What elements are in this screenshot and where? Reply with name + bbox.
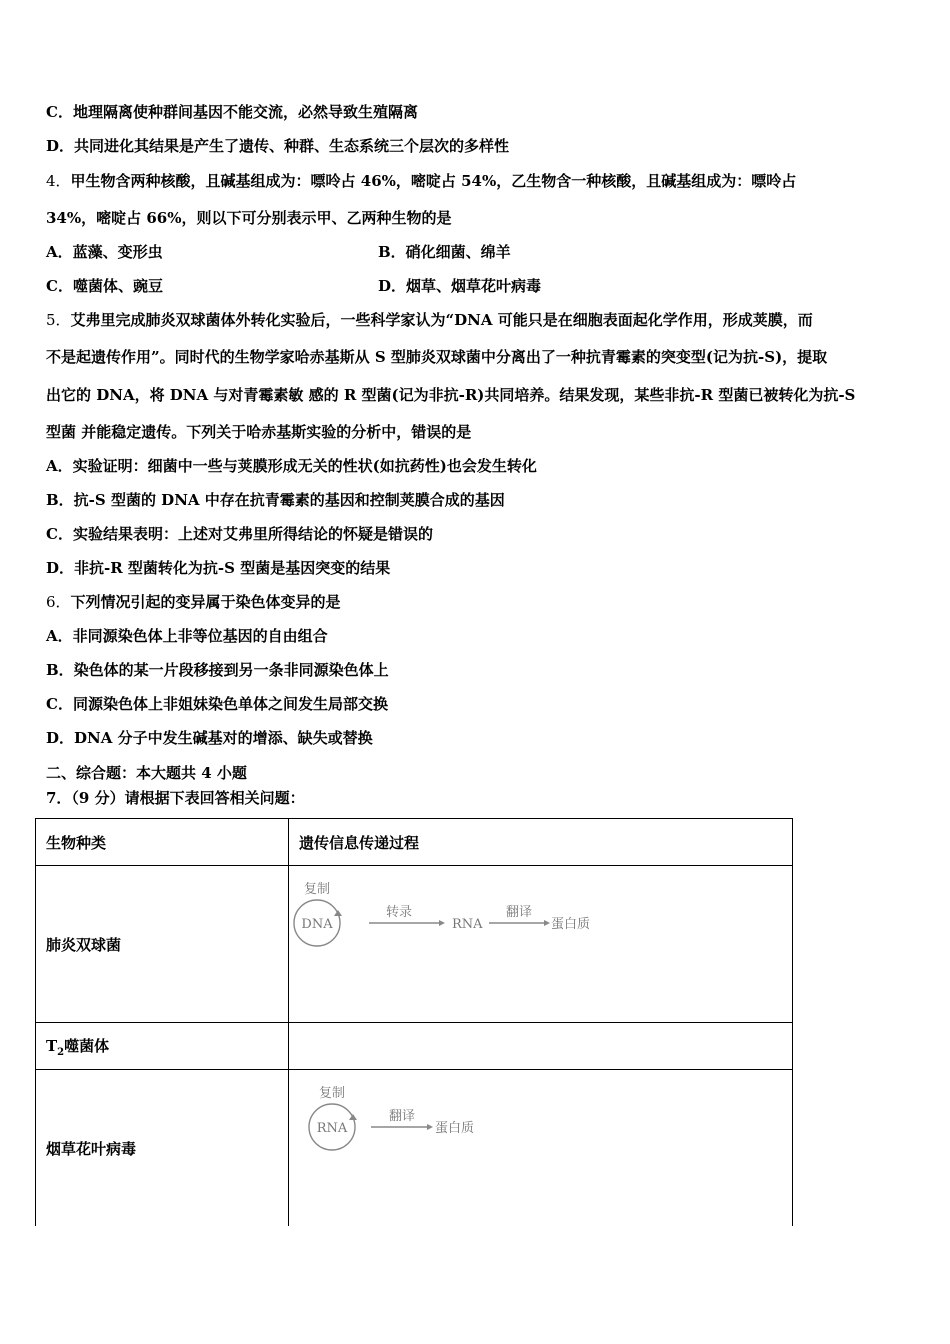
process-cell-pneumococcus	[289, 866, 793, 1023]
diagram1-translate-label: 翻译	[505, 905, 533, 920]
t2-rest: 噬菌体	[64, 1036, 110, 1055]
genetic-info-table	[35, 818, 793, 1226]
diagram1-rna-label: RNA	[452, 917, 483, 932]
table-row	[36, 1023, 793, 1070]
q4-option-a: A．蓝藻、变形虫	[46, 243, 163, 261]
q6-number: 6．	[46, 593, 71, 611]
process-cell-tmv	[289, 1070, 793, 1227]
q6-option-a: A．非同源染色体上非等位基因的自由组合	[46, 627, 328, 645]
q7-stem: 7．（9 分）请根据下表回答相关问题：	[46, 789, 305, 807]
rna-replication-arrowhead	[349, 1114, 357, 1120]
q5-option-a: A．实验证明：细菌中一些与荚膜形成无关的性状(如抗药性)也会发生转化	[46, 457, 537, 475]
organism-pneumococcus: 肺炎双球菌	[36, 866, 289, 1023]
header-organism: 生物种类	[36, 819, 289, 866]
table-header-row	[36, 819, 793, 866]
q4-option-d: D．烟草、烟草花叶病毒	[378, 277, 542, 295]
q4-option-c: C．噬菌体、豌豆	[46, 277, 163, 295]
diagram2-rna-label: RNA	[316, 1121, 348, 1136]
table-row	[36, 1070, 793, 1227]
q4-option-row2	[46, 276, 542, 296]
organism-t2-phage	[36, 1023, 289, 1070]
q5-stem-text1: 艾弗里完成肺炎双球菌体外转化实验后，一些科学家认为“DNA 可能只是在细胞表面起化学作用，形成荚膜，而	[70, 311, 813, 329]
q5-number: 5．	[46, 311, 71, 329]
q5-stem-line2: 不是起遗传作用”。同时代的生物学家哈赤基斯从 S 型肺炎双球菌中分离出了一种抗青霉素的突变型(记为抗-S)，提取	[46, 348, 828, 366]
diagram1-protein-label: 蛋白质	[551, 917, 591, 932]
diagram1-replicate-label: 复制	[303, 882, 331, 897]
t2-main: T	[46, 1036, 58, 1055]
dna-flow-diagram	[289, 866, 789, 1022]
transcription-arrowhead	[439, 920, 445, 926]
q5-option-d: D．非抗-R 型菌转化为抗-S 型菌是基因突变的结果	[46, 559, 391, 577]
q6-option-c: C．同源染色体上非姐妹染色单体之间发生局部交换	[46, 695, 388, 713]
q6-stem-text: 下列情况引起的变异属于染色体变异的是	[70, 593, 341, 611]
rna-translation-arrowhead	[427, 1124, 433, 1130]
q3-option-c: C．地理隔离使种群间基因不能交流，必然导致生殖隔离	[46, 103, 418, 121]
q4-stem-line2: 34%，嘧啶占 66%，则以下可分别表示甲、乙两种生物的是	[46, 209, 452, 227]
rna-flow-diagram	[289, 1070, 789, 1226]
translation-arrowhead	[544, 920, 550, 926]
q3-option-d: D．共同进化其结果是产生了遗传、种群、生态系统三个层次的多样性	[46, 137, 510, 155]
q6-option-d: D．DNA 分子中发生碱基对的增添、缺失或替换	[46, 729, 373, 747]
q6-option-b: B．染色体的某一片段移接到另一条非同源染色体上	[46, 661, 389, 679]
q4-stem-text1: 甲生物含两种核酸，且碱基组成为：嘌呤占 46%，嘧啶占 54%，乙生物含一种核酸，且碱基组成为：嘌呤占	[70, 172, 797, 190]
q6-stem-line	[46, 592, 341, 612]
table-row	[36, 866, 793, 1023]
header-process: 遗传信息传递过程	[289, 819, 793, 866]
q5-stem-line1	[46, 310, 813, 330]
diagram2-replicate-label: 复制	[318, 1086, 346, 1101]
q4-number: 4．	[46, 172, 71, 190]
q5-stem-line4: 型菌 并能稳定遗传。下列关于哈赤基斯实验的分析中，错误的是	[46, 423, 472, 441]
diagram1-transcribe-label: 转录	[385, 905, 413, 920]
diagram2-translate-label: 翻译	[388, 1109, 416, 1124]
q4-option-b: B．硝化细菌、绵羊	[378, 243, 511, 261]
diagram2-protein-label: 蛋白质	[435, 1121, 475, 1136]
section-2-heading: 二、综合题：本大题共 4 小题	[46, 764, 247, 782]
diagram1-dna-label: DNA	[301, 917, 333, 932]
q5-option-c: C．实验结果表明：上述对艾弗里所得结论的怀疑是错误的	[46, 525, 433, 543]
q4-option-row1	[46, 242, 511, 262]
t2-subscript: 2	[57, 1046, 65, 1058]
process-cell-t2-phage	[289, 1023, 793, 1070]
q5-stem-line3: 出它的 DNA，将 DNA 与对青霉素敏 感的 R 型菌(记为非抗-R)共同培养。结果发现，某些非抗-R 型菌已被转化为抗-S	[46, 386, 856, 404]
organism-tmv: 烟草花叶病毒	[36, 1070, 289, 1227]
q5-option-b: B．抗-S 型菌的 DNA 中存在抗青霉素的基因和控制荚膜合成的基因	[46, 491, 505, 509]
replication-arrowhead	[334, 910, 342, 916]
q4-stem-line1	[46, 171, 796, 191]
